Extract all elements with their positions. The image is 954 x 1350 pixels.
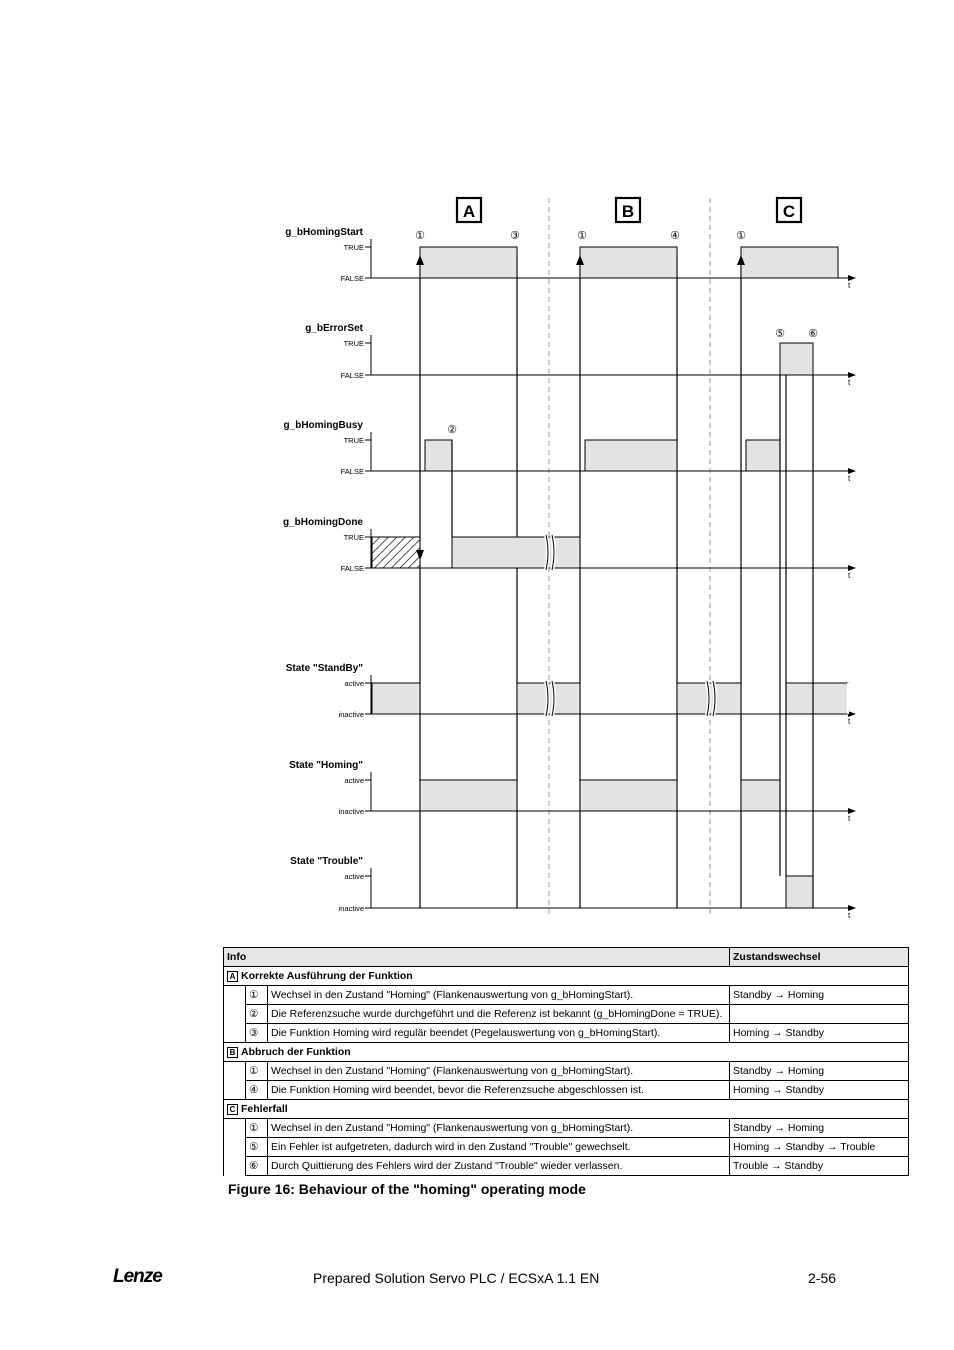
level-low-label: inactive (338, 807, 364, 816)
row-transition: Standby → Homing (730, 1119, 909, 1138)
signal-pulse (420, 780, 517, 811)
event-marker: ① (415, 230, 425, 242)
level-high-label: active (344, 872, 364, 881)
row-transition: Homing → Standby (730, 1081, 909, 1100)
row-marker: ⑥ (246, 1157, 268, 1176)
info-table (223, 947, 909, 1176)
time-axis-label: t (848, 378, 851, 387)
level-high-label: active (344, 679, 364, 688)
event-marker: ① (577, 230, 587, 242)
time-axis-label: t (848, 281, 851, 290)
indent-cell (224, 1119, 246, 1138)
signal-name: State "StandBy" (285, 663, 363, 674)
footer-title: Prepared Solution Servo PLC / ECSxA 1.1 EN (313, 1270, 600, 1286)
signal-pulse (580, 780, 677, 811)
event-marker: ② (447, 424, 457, 436)
level-low-label: FALSE (340, 467, 364, 476)
section-key: B (227, 1047, 238, 1058)
row-transition: Trouble → Standby (730, 1157, 909, 1176)
section-title (224, 1043, 909, 1062)
row-text: Wechsel in den Zustand "Homing" (Flankenauswertung von g_bHomingStart). (268, 1119, 730, 1138)
section-row (224, 1043, 909, 1062)
table-row (224, 1062, 909, 1081)
section-label: C (782, 202, 796, 221)
row-text: Die Funktion Homing wird beendet, bevor die Referenzsuche abgeschlossen ist. (268, 1081, 730, 1100)
row-text: Die Referenzsuche wurde durchgeführt und die Referenz ist bekannt (g_bHomingDone = TRUE). (268, 1005, 730, 1024)
indent-cell (224, 1024, 246, 1043)
signal-name: g_bHomingBusy (283, 420, 363, 431)
signal-pulse (372, 683, 420, 714)
level-high-label: TRUE (343, 533, 364, 542)
section-title (224, 1100, 909, 1119)
signal-pulse (786, 683, 848, 714)
section-label: A (462, 202, 476, 221)
level-low-label: inactive (338, 904, 364, 913)
time-axis-label: t (848, 474, 851, 483)
indent-cell (224, 1157, 246, 1176)
brand-logo: Lenze (113, 1266, 162, 1287)
table-row (224, 1081, 909, 1100)
section-row (224, 1100, 909, 1119)
table-row (224, 1119, 909, 1138)
row-transition: Homing → Standby → Trouble (730, 1138, 909, 1157)
level-low-label: inactive (338, 710, 364, 719)
signal-pulse (780, 343, 813, 375)
signal-name: g_bHomingDone (283, 517, 363, 528)
event-marker: ④ (670, 230, 680, 242)
table-row (224, 1157, 909, 1176)
page-number: 2-56 (808, 1270, 837, 1286)
table-row (224, 1138, 909, 1157)
signal-name: g_bErrorSet (305, 323, 363, 334)
row-marker: ③ (246, 1024, 268, 1043)
section-title (224, 967, 909, 986)
section-label: B (621, 202, 635, 221)
row-text: Ein Fehler ist aufgetreten, dadurch wird in den Zustand "Trouble" gewechselt. (268, 1138, 730, 1157)
section-row (224, 967, 909, 986)
event-marker: ③ (510, 230, 520, 242)
row-marker: ⑤ (246, 1138, 268, 1157)
signal-pulse (746, 440, 780, 471)
figure-caption: Figure 16: Behaviour of the "homing" operating mode (228, 1181, 586, 1197)
row-marker: ② (246, 1005, 268, 1024)
section-key: C (227, 1104, 238, 1115)
signal-pulse (585, 440, 677, 471)
indent-cell (224, 1138, 246, 1157)
level-high-label: active (344, 776, 364, 785)
level-high-label: TRUE (343, 339, 364, 348)
signal-pulse (786, 876, 813, 908)
table-row (224, 986, 909, 1005)
row-transition: Standby → Homing (730, 1062, 909, 1081)
signal-pulse (452, 537, 580, 568)
time-axis-label: t (848, 571, 851, 580)
level-low-label: FALSE (340, 371, 364, 380)
event-marker: ⑤ (775, 328, 785, 340)
level-high-label: TRUE (343, 243, 364, 252)
time-axis-label: t (848, 717, 851, 726)
row-transition (730, 1005, 909, 1024)
signal-pulse (741, 247, 838, 278)
row-text: Wechsel in den Zustand "Homing" (Flankenauswertung von g_bHomingStart). (268, 1062, 730, 1081)
level-low-label: FALSE (340, 564, 364, 573)
row-text: Durch Quittierung des Fehlers wird der Zustand "Trouble" wieder verlassen. (268, 1157, 730, 1176)
table-row (224, 1024, 909, 1043)
undefined-state (372, 537, 420, 568)
signal-name: State "Trouble" (290, 856, 363, 867)
indent-cell (224, 1062, 246, 1081)
indent-cell (224, 1005, 246, 1024)
signal-name: State "Homing" (289, 760, 363, 771)
section-title-text: Abbruch der Funktion (241, 1046, 351, 1058)
time-axis-label: t (848, 814, 851, 823)
signal-pulse (741, 780, 780, 811)
section-title-text: Korrekte Ausführung der Funktion (241, 970, 413, 982)
indent-cell (224, 1081, 246, 1100)
row-marker: ① (246, 1119, 268, 1138)
row-text: Die Funktion Homing wird regulär beendet (Pegelauswertung von g_bHomingStart). (268, 1024, 730, 1043)
event-marker: ① (736, 230, 746, 242)
table-row (224, 1005, 909, 1024)
signal-name: g_bHomingStart (285, 227, 363, 238)
row-marker: ① (246, 1062, 268, 1081)
time-axis-label: t (848, 911, 851, 920)
signal-pulse (580, 247, 677, 278)
section-title-text: Fehlerfall (241, 1103, 288, 1115)
signal-pulse (425, 440, 452, 471)
row-marker: ④ (246, 1081, 268, 1100)
row-marker: ① (246, 986, 268, 1005)
level-high-label: TRUE (343, 436, 364, 445)
row-text: Wechsel in den Zustand "Homing" (Flankenauswertung von g_bHomingStart). (268, 986, 730, 1005)
header-info: Info (224, 948, 730, 967)
level-low-label: FALSE (340, 274, 364, 283)
header-transition: Zustandswechsel (730, 948, 909, 967)
row-transition: Standby → Homing (730, 986, 909, 1005)
section-key: A (227, 971, 238, 982)
table-header-row (224, 948, 909, 967)
indent-cell (224, 986, 246, 1005)
signal-pulse (420, 247, 517, 278)
row-transition: Homing → Standby (730, 1024, 909, 1043)
event-marker: ⑥ (808, 328, 818, 340)
